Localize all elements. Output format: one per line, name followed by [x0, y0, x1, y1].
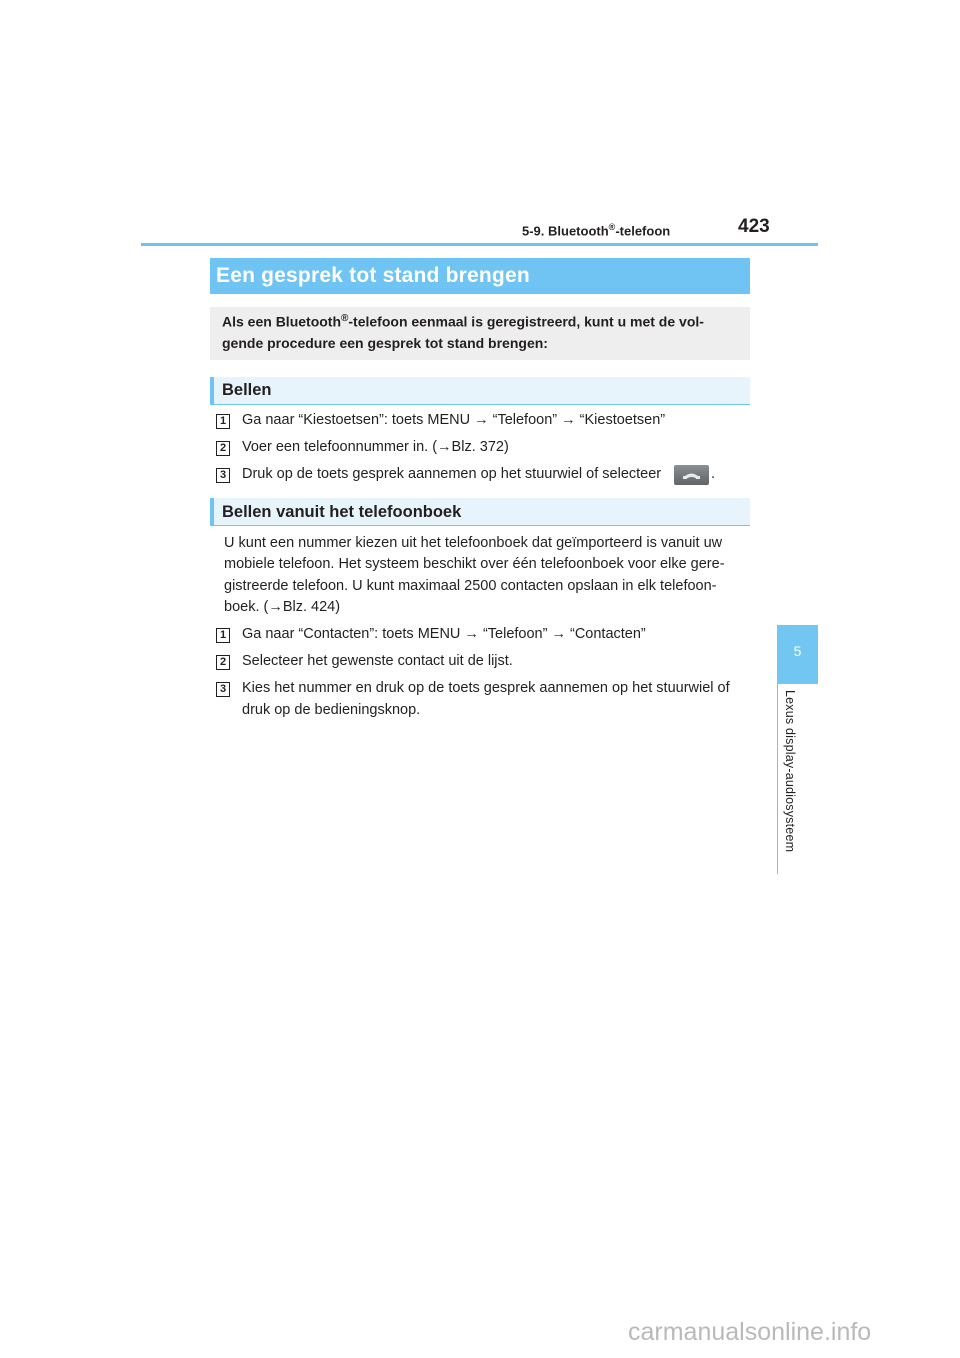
step-text: Selecteer het gewenste contact uit de lijst.	[242, 653, 513, 669]
page-number: 423	[738, 216, 770, 237]
subsection-bellen	[210, 377, 750, 405]
step-text: Ga naar “Contacten”: toets MENU → “Telefoon” → “Contacten”	[242, 626, 646, 642]
step-text-tail: .	[711, 466, 716, 482]
step-number: 1	[216, 414, 230, 429]
step-text: Ga naar “Kiestoetsen”: toets MENU → “Telefoon” → “Kiestoetsen”	[242, 412, 666, 428]
step-number: 3	[216, 468, 230, 483]
step-text-continued: druk op de bedieningsknop.	[242, 702, 421, 718]
phone-handset-icon	[674, 465, 709, 485]
watermark: carmanualsonline.info	[628, 1318, 872, 1346]
subsection-telefoonboek-heading: Bellen vanuit het telefoonboek	[222, 503, 462, 521]
chapter-tab: 5	[777, 625, 818, 684]
step-text: Voer een telefoonnummer in. (→Blz. 372)	[242, 439, 509, 455]
step-number: 2	[216, 441, 230, 456]
running-header: 5-9. Bluetooth®-telefoon	[522, 222, 671, 239]
header-divider	[141, 243, 818, 246]
step-number: 3	[216, 682, 230, 697]
subsection-bellen-heading: Bellen	[222, 381, 272, 399]
paragraph-line: mobiele telefoon. Het systeem beschikt over één telefoonboek voor elke gere-	[224, 556, 725, 572]
paragraph-line: gistreerde telefoon. U kunt maximaal 2500 contacten opslaan in elk telefoon-	[224, 578, 717, 594]
chapter-title: Lexus display-audiosysteem	[783, 690, 797, 853]
section-title: Een gesprek tot stand brengen	[216, 264, 530, 287]
step-number: 1	[216, 628, 230, 643]
chapter-tab-line	[777, 684, 778, 874]
intro-line-2: gende procedure een gesprek tot stand brengen:	[222, 335, 548, 351]
intro-line-1: Als een Bluetooth®-telefoon eenmaal is geregistreerd, kunt u met de vol-	[222, 313, 704, 330]
step-number: 2	[216, 655, 230, 670]
step-text: Kies het nummer en druk op de toets gesprek aannemen op het stuurwiel of	[242, 680, 730, 696]
paragraph-line: boek. (→Blz. 424)	[224, 599, 341, 615]
step-text: Druk op de toets gesprek aannemen op het stuurwiel of selecteer	[242, 466, 662, 482]
paragraph-line: U kunt een nummer kiezen uit het telefoonboek dat geïmporteerd is vanuit uw	[224, 535, 723, 551]
